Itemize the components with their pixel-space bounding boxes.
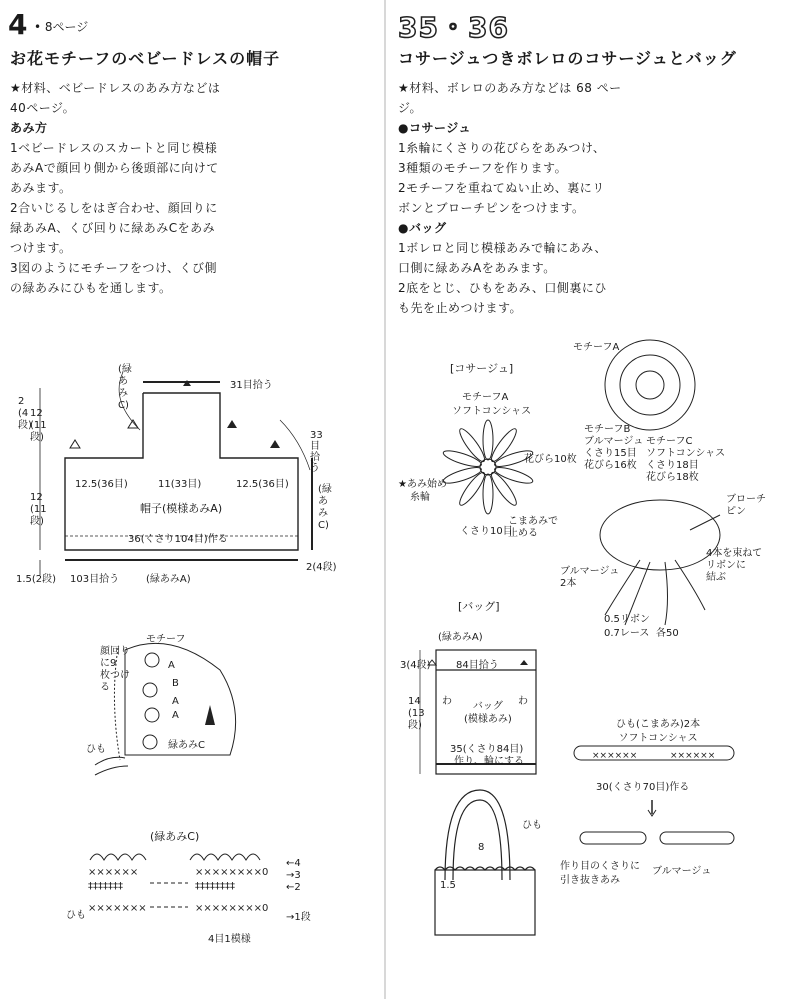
- row-label: →3: [286, 870, 301, 881]
- svg-text:××××××: ××××××: [88, 867, 139, 878]
- right-pick-label: 33 目 拾 う: [310, 430, 323, 474]
- svg-text:××××××: ××××××: [592, 751, 638, 761]
- bag-diagram: [400, 640, 560, 940]
- bag-pick-label: 84目拾う: [456, 660, 499, 671]
- svg-text:‡‡‡‡‡‡‡‡: ‡‡‡‡‡‡‡‡: [195, 881, 235, 892]
- left-text-line: 緑あみA、くび回りに緑あみCをあみ: [10, 221, 216, 235]
- dim-rows-top: 2 (4 段): [18, 396, 32, 431]
- right-text-line: ★材料、ボレロのあみ方などは 68 ペー: [398, 81, 622, 95]
- left-text-line: 40ページ。: [10, 101, 76, 115]
- svg-text:×××××××: ×××××××: [88, 903, 147, 914]
- bottom-left-dim: 1.5(2段): [16, 574, 57, 585]
- left-text-line: 3図のようにモチーフをつけ、くび側: [10, 261, 218, 275]
- dim-height-lower: 12 (11 段): [30, 492, 47, 527]
- right-text-line: 3種類のモチーフを作ります。: [398, 161, 568, 175]
- svg-text:‡‡‡‡‡‡‡: ‡‡‡‡‡‡‡: [88, 881, 123, 892]
- chain-label: 36(くさり104目)作る: [128, 534, 228, 545]
- motif-a-yarn: ソフトコンシャス: [452, 406, 532, 417]
- left-text-line: ★材料、ベビードレスのあみ方などは: [10, 81, 221, 95]
- width-middle: 11(33目): [158, 479, 202, 490]
- left-text-line: つけます。: [10, 241, 72, 255]
- motif-letter: A: [172, 710, 179, 721]
- lace-label: 0.7レース: [604, 628, 650, 639]
- bundle-label: 4本を束ねて リボンに 結ぶ: [706, 548, 763, 583]
- border-c-label: 緑あみC: [168, 740, 205, 751]
- row-label: →1段: [286, 912, 311, 923]
- bag-chain-note: 作り、輪にする: [454, 756, 524, 767]
- strap-label: ひも: [522, 820, 542, 831]
- left-text-line: あみAで顔回り側から後頭部に向けて: [10, 161, 219, 175]
- strap-chain-label: 30(くさり70目)作る: [596, 782, 690, 793]
- border-a-label: (緑あみA): [146, 574, 191, 585]
- page-reference: • 8ページ: [34, 20, 89, 34]
- right-text-line: も先を止めつけます。: [398, 301, 523, 315]
- left-text-line: 1ベビードレスのスカートと同じ模様: [10, 141, 218, 155]
- sc-stop-label: こまあみで 止める: [508, 516, 558, 539]
- repeat-label: 4目1模様: [208, 934, 251, 945]
- bag-chain-label: 35(くさり84目): [450, 744, 524, 755]
- tie-label: ひも: [86, 744, 106, 755]
- dim-height-upper: 12 (11 段): [30, 408, 47, 443]
- strap-plumage-label: ブルマージュ: [652, 866, 712, 877]
- right-section-heading: ●バッグ: [398, 221, 447, 235]
- bag-body-label: バッグ (模様あみ): [464, 701, 512, 725]
- left-section-heading: あみ方: [10, 121, 48, 135]
- right-border-label: (緑あみC): [318, 484, 332, 531]
- bag-border-label: (緑あみA): [438, 632, 483, 643]
- left-text-line: 2合いじるしをはぎ合わせ、顔回りに: [10, 201, 218, 215]
- svg-text:××××××××0: ××××××××0: [195, 903, 269, 914]
- slip-stitch-label: 作り目のくさりに 引き抜きあみ: [560, 861, 640, 886]
- right-text-line: ボンとブローチピンをつけます。: [398, 201, 585, 215]
- fold-mark: わ: [518, 696, 528, 707]
- bag-rows-top: 3(4段): [400, 660, 431, 671]
- right-section-heading: ●コサージュ: [398, 121, 471, 135]
- top-pick-label: 31目拾う: [230, 380, 273, 391]
- motif-a-label: モチーフA: [462, 392, 509, 403]
- corsage-diagram: [420, 330, 800, 640]
- right-rows-label: 2(4段): [306, 562, 337, 573]
- each-label: 各50: [656, 628, 679, 639]
- right-text-line: 1ボレロと同じ模様あみで輪にあみ、: [398, 241, 607, 255]
- brooch-label: ブローチ ピン: [726, 494, 766, 517]
- svg-text:××××××: ××××××: [670, 751, 716, 761]
- left-text-line: あみます。: [10, 181, 72, 195]
- row-label: ←4: [286, 858, 301, 869]
- right-text-line: 2モチーフを重ねてぬい止め、裏にリ: [398, 181, 605, 195]
- right-text-line: 1糸輪にくさりの花びらをあみつけ、: [398, 141, 606, 155]
- edging-tie-label: ひも: [66, 910, 86, 921]
- strap-diagram: [570, 740, 740, 880]
- left-text-line: の緑あみにひもを通します。: [10, 281, 172, 295]
- motif-a-top-label: モチーフA: [573, 342, 620, 353]
- top-border-label: (緑あみC): [118, 364, 132, 411]
- strap-width: 8: [478, 842, 485, 853]
- width-left: 12.5(36目): [75, 479, 128, 490]
- chain-10-label: くさり10目: [460, 526, 513, 537]
- edging-chart: [80, 845, 310, 925]
- book-spine: [384, 0, 386, 999]
- motif-label: モチーフ: [146, 634, 186, 645]
- pattern-number: 4: [8, 8, 29, 41]
- bag-height-dim: 14 (13 段): [408, 696, 425, 731]
- ring-label: 糸輪: [410, 492, 430, 503]
- bottom-pick-label: 103目拾う: [70, 574, 120, 585]
- motif-c-label: モチーフC ソフトコンシャス くさり18目 花びら18枚: [646, 436, 726, 483]
- strap-title: ひも(こまあみ)2本 ソフトコンシャス: [616, 719, 701, 744]
- right-text-line: 2底をとじ、ひもをあみ、口側裏にひ: [398, 281, 607, 295]
- right-text-line: ジ。: [398, 101, 423, 115]
- motif-letter: A: [172, 696, 179, 707]
- right-text-line: 口側に緑あみAをあみます。: [398, 261, 556, 275]
- pattern-number-right: 35・36: [398, 11, 509, 44]
- motif-b-label: モチーフB ブルマージュ くさり15目 花びら16枚: [584, 424, 644, 471]
- edging-title: (緑あみC): [150, 830, 200, 843]
- strap-side: 1.5: [440, 880, 456, 891]
- svg-text:××××××××0: ××××××××0: [195, 867, 269, 878]
- bag-box-title: [バッグ]: [458, 600, 500, 613]
- petals-10-label: 花びら10枚: [524, 454, 577, 465]
- left-title: お花モチーフのベビードレスの帽子: [10, 49, 281, 68]
- plumage-label: ブルマージュ 2本: [560, 566, 620, 589]
- start-label: ★あみ始め: [398, 479, 447, 490]
- ribbon-label: 0.5リボン: [604, 614, 650, 625]
- fold-mark: わ: [442, 696, 452, 707]
- hat-body-label: 帽子(模様あみA): [140, 502, 223, 515]
- row-label: ←2: [286, 882, 301, 893]
- motif-letter: A: [168, 660, 175, 671]
- right-title: コサージュつきボレロのコサージュとバッグ: [398, 49, 737, 68]
- width-right: 12.5(36目): [236, 479, 289, 490]
- motif-letter: B: [172, 678, 179, 689]
- corsage-box-title: [コサージュ]: [450, 362, 514, 375]
- motif-note: 顔回り に9 枚つけ る: [100, 646, 130, 693]
